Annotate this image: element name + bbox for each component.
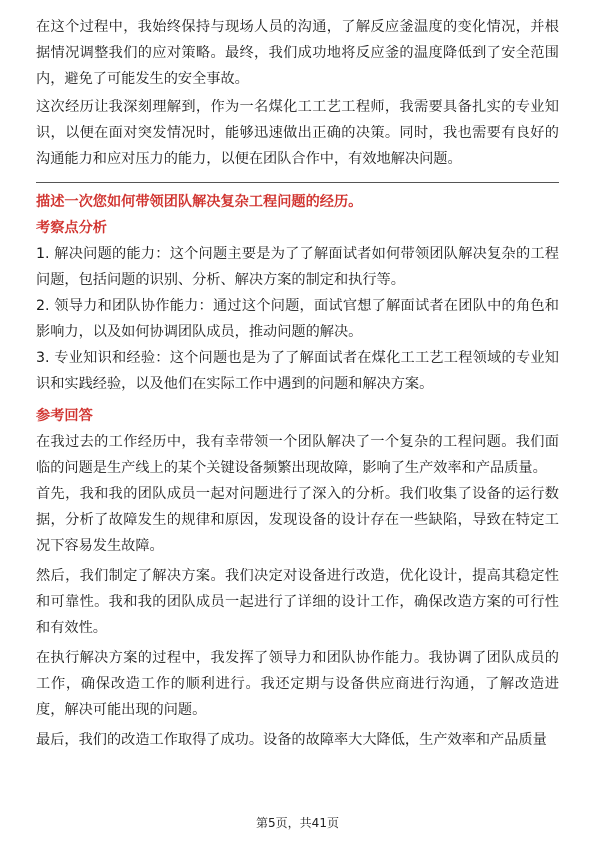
section-divider xyxy=(36,182,559,183)
answer-paragraph-2: 首先，我和我的团队成员一起对问题进行了深入的分析。我们收集了设备的运行数据，分析了故障发生的规律和原因，发现设备的设计存在一些缺陷，导致在特定工况下容易发生故障。 xyxy=(36,486,559,554)
question-heading: 描述一次您如何带领团队解决复杂工程问题的经历。 xyxy=(36,194,363,210)
intro-paragraph-1: 在这个过程中，我始终保持与现场人员的沟通，了解反应釜温度的变化情况，并根据情况调整我们的应对策略。最终，我们成功地将反应釜的温度降低到了安全范围内，避免了可能发生的安全事故。 xyxy=(36,19,559,87)
analysis-item-2: 2. 领导力和团队协作能力：通过这个问题，面试官想了解面试者在团队中的角色和影响力，以及如何协调团队成员，推动问题的解决。 xyxy=(36,298,559,340)
answer-paragraph-3: 然后，我们制定了解决方案。我们决定对设备进行改造，优化设计，提高其稳定性和可靠性。我和我的团队成员一起进行了详细的设计工作，确保改造方案的可行性和有效性。 xyxy=(36,568,559,636)
answer-paragraph-1: 在我过去的工作经历中，我有幸带领一个团队解决了一个复杂的工程问题。我们面临的问题是生产线上的某个关键设备频繁出现故障，影响了生产效率和产品质量。 xyxy=(36,434,559,476)
answer-paragraph-5: 最后，我们的改造工作取得了成功。设备的故障率大大降低，生产效率和产品质量 xyxy=(36,732,547,748)
analysis-item-3: 3. 专业知识和经验：这个问题也是为了了解面试者在煤化工工艺工程领域的专业知识和实践经验，以及他们在实际工作中遇到的问题和解决方案。 xyxy=(36,350,559,392)
page-number-footer: 第5页，共41页 xyxy=(256,816,339,830)
answer-title: 参考回答 xyxy=(36,408,93,424)
intro-paragraph-2: 这次经历让我深刻理解到，作为一名煤化工工艺工程师，我需要具备扎实的专业知识，以便在面对突发情况时，能够迅速做出正确的决策。同时，我也需要有良好的沟通能力和应对压力的能力，以便在团队合作中，有效地解决问题。 xyxy=(36,99,559,167)
analysis-title: 考察点分析 xyxy=(36,220,107,236)
analysis-item-1: 1. 解决问题的能力：这个问题主要是为了了解面试者如何带领团队解决复杂的工程问题，包括问题的识别、分析、解决方案的制定和执行等。 xyxy=(36,246,559,288)
answer-paragraph-4: 在执行解决方案的过程中，我发挥了领导力和团队协作能力。我协调了团队成员的工作，确保改造工作的顺利进行。我还定期与设备供应商进行沟通，了解改造进度，解决可能出现的问题。 xyxy=(36,650,559,718)
document-page xyxy=(36,14,559,753)
